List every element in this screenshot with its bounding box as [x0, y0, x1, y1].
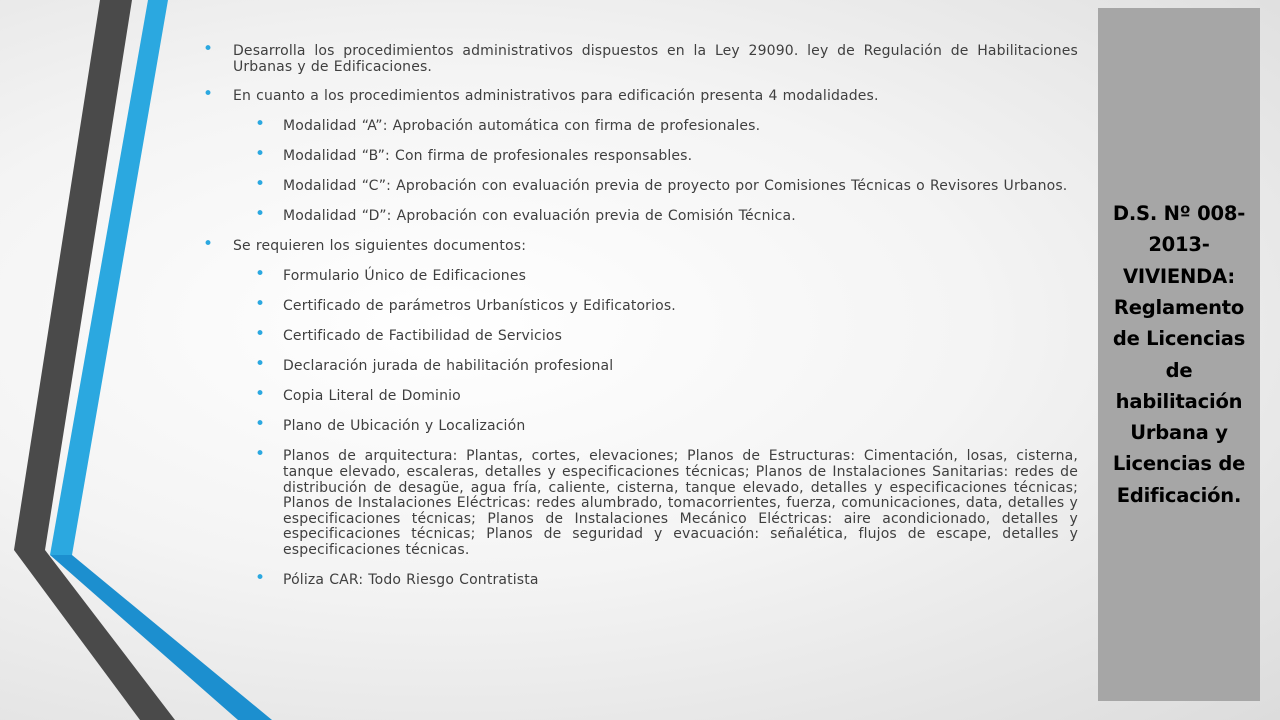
bullet-item: • Desarrolla los procedimientos administrativos dispuestos en la Ley 29090. ley de Regulación de Habilitaciones Urbanas y de Edificaciones.	[233, 44, 1078, 75]
bullet-list	[200, 44, 1078, 603]
side-title-panel	[1098, 8, 1260, 701]
sub-bullet-item: • Modalidad “C”: Aprobación con evaluación previa de proyecto por Comisiones Técnicas o Revisores Urbanos.	[283, 179, 1078, 195]
sub-bullet-item: • Declaración jurada de habilitación profesional	[283, 359, 1078, 375]
dark-stripe-lower	[14, 550, 175, 720]
sub-bullet-item: • Póliza CAR: Todo Riesgo Contratista	[283, 573, 1078, 589]
sub-bullet-item: • Modalidad “B”: Con firma de profesionales responsables.	[283, 149, 1078, 165]
sub-bullet-item: • Copia Literal de Dominio	[283, 389, 1078, 405]
sub-bullet-item: • Certificado de Factibilidad de Servicios	[283, 329, 1078, 345]
sub-bullet-item: • Certificado de parámetros Urbanísticos y Edificatorios.	[283, 299, 1078, 315]
blue-stripe-upper	[50, 0, 168, 555]
sub-bullet-item: • Modalidad “D”: Aprobación con evaluación previa de Comisión Técnica.	[283, 209, 1078, 225]
bullet-item: • En cuanto a los procedimientos administrativos para edificación presenta 4 modalidades.	[233, 89, 1078, 105]
sub-bullet-item: • Planos de arquitectura: Plantas, cortes, elevaciones; Planos de Estructuras: Cimentación, losas, cisterna, tanque elevado, escaleras, detalles y especificaciones técnicas; Planos de Instalaciones Sanitarias: redes de distribución de desagüe, agua fría, caliente, cisterna, tanque elevado, detalles y especificaciones técnicas; Planos de Instalaciones Eléctricas: redes alumbrado, tomacorrientes, fuerza, comunicaciones, data, detalles y especificaciones técnicas; Planos de Instalaciones Mecánico Eléctricas: aire acondicionado, detalles y especificaciones técnicas; Planos de seguridad y evacuación: señalética, flujos de escape, detalles y especificaciones técnicas.	[283, 449, 1078, 558]
dark-stripe-upper	[14, 0, 132, 550]
side-title: D.S. Nº 008-2013-VIVIENDA: Reglamento de Licencias de habilitación Urbana y Licencias de Edificación.	[1112, 202, 1246, 507]
bullet-item: • Se requieren los siguientes documentos:	[233, 239, 1078, 255]
sub-bullet-item: • Plano de Ubicación y Localización	[283, 419, 1078, 435]
sub-bullet-item: • Modalidad “A”: Aprobación automática con firma de profesionales.	[283, 119, 1078, 135]
sub-bullet-item: • Formulario Único de Edificaciones	[283, 269, 1078, 285]
